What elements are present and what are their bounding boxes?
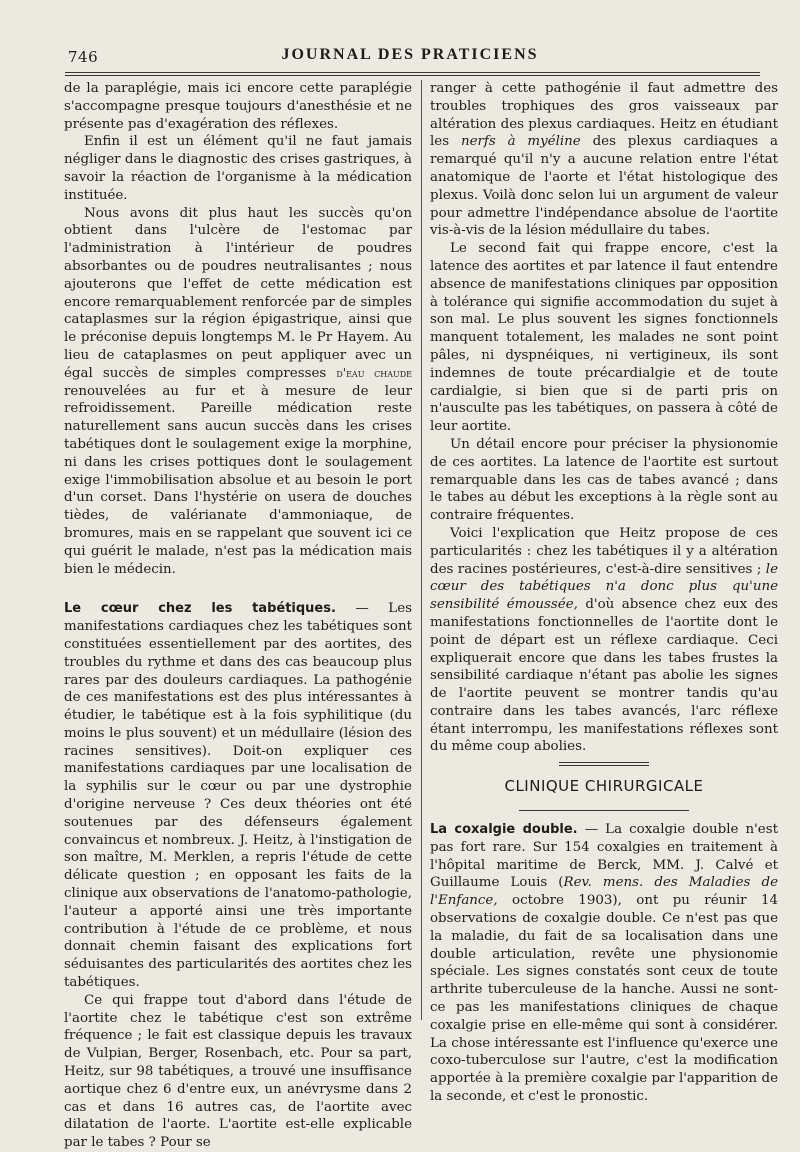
left-paragraph-3	[64, 205, 412, 579]
right-paragraph-5	[430, 821, 778, 1106]
right-paragraph-2: Le second fait qui frappe encore, c'est la latence des aortites et par latence il faut entendre absence de manifestations cliniques par opposition à tolérance qui signifie accommodation du sujet à son mal. Le plus souvent les signes fonctionnels manquent totalement, les malades ne sont point pâles, ni dyspnéiques, ni vertigineux, ils sont indemnes de toute précardialgie et de toute cardialgie, si bien que si de parti pris on n'ausculte pas les tabétiques, on passera à côté de leur aortite.	[430, 241, 778, 435]
section-heading-coxalgie-double: La coxalgie double.	[430, 822, 578, 838]
right-paragraph-3: Un détail encore pour préciser la physionomie de ces aortites. La latence de l'aortite est surtout remarquable dans les cas de tabes avancé ; dans le tabes au début les exceptions à la règle sont au contraire fréquentes.	[430, 436, 778, 524]
left-paragraph-4	[64, 600, 412, 992]
left-paragraph-3-part-a: Nous avons dit plus haut les succès qu'on obtient dans l'ulcère de l'estomac par l'administration à l'intérieur de poudres absorbantes ou de poudres neutralisantes ; nous ajouterons que l'effet de cette médication est encore remarquablement renforcée par de simples cataplasmes sur la région épigastrique, ainsi que le préconise depuis longtemps M. le Pr Hayem. Au lieu de cataplasmes on peut appliquer avec un égal succès de simples compresses	[64, 205, 412, 381]
right-paragraph-5-part-b: octobre 1903), ont pu réunir 14 observations de coxalgie double. Ce n'est pas que la maladie, du fait de sa localisation dans une double articulation, revête une physionomie spéciale. Les signes constatés sont ceux de toute arthrite tuberculeuse de la hanche. Aussi ne sont-ce pas les manifestations cliniques de chaque coxalgie prise en elle-même qui sont à considérer. La chose intéressante est l'influence qu'exerce une coxo-tuberculose sur l'autre, c'est la modification apportée à la première coxalgie par l'apparition de la seconde, et c'est le pronostic.	[430, 893, 778, 1105]
right-column	[430, 80, 778, 1106]
nerfs-a-myeline-italic: nerfs à myéline	[460, 134, 581, 150]
header-rule	[65, 72, 760, 76]
revue-citation-italic: Rev. mens. des Maladies de l'Enfance,	[430, 875, 778, 909]
column-divider	[421, 80, 422, 1020]
right-paragraph-4	[430, 525, 778, 756]
section-gap	[430, 811, 778, 821]
right-paragraph-4-part-a: Voici l'explication que Heitz propose de ces particularités : chez les tabétiques il y a altération des racines postérieures, c'est-à-dire sensitives ;	[430, 525, 778, 577]
page-number: 746	[68, 48, 99, 66]
running-title: JOURNAL DES PRATICIENS	[281, 46, 539, 63]
page-header	[60, 40, 760, 68]
left-paragraph-3-part-b: renouvelées au fur et à mesure de leur refroidissement. Pareille médication reste naturellement sans aucun succès dans les crises tabétiques dont le soulagement exige la morphine, ni dans les crises pottiques dont le soulagement exige l'immobilisation absolue et au besoin le port d'un corset. Dans l'hystérie on usera de douches tièdes, de valérianate d'ammoniaque, de bromures, mais en se rappelant que souvent ici ce qui guérit le malade, n'est pas la médication mais bien le médecin.	[64, 383, 412, 577]
section-separator-rule	[559, 762, 649, 766]
right-paragraph-5-part-a: — La coxalgie double n'est pas fort rare. Sur 154 coxalgies en traitement à l'hôpital maritime de Berck, MM. J. Calvé et Guillaume Louis (	[430, 822, 778, 891]
left-paragraph-1: de la paraplégie, mais ici encore cette paraplégie s'accompagne presque toujours d'anesthésie et ne présente pas d'exagération des réflexes.	[64, 81, 412, 132]
left-paragraph-4-body: — Les manifestations cardiaques chez les tabétiques sont constituées essentiellement par des aortites, des troubles du rythme et dans des cas beaucoup plus rares par des douleurs cardiaques. La pathogénie de ces manifestations est des plus intéressantes à étudier, le tabétique est à la fois syphilitique (du moins le plus souvent) et un médullaire (lésion des racines sensitives). Doit-on expliquer ces manifestations cardiaques par une localisation de la syphilis sur le cœur ou par une dystrophie d'origine nerveuse ? Ces deux théories ont été soutenues par des défenseurs également convaincus et nombreux. J. Heitz, à l'instigation de son maître, M. Merklen, a repris l'étude de cette délicate question ; en opposant les faits de la clinique aux observations de l'anatomo-pathologie, l'auteur a apporté ainsi une très importante contribution à l'étude de ce problème, et nous donnait chemin faisant des explications fort séduisantes des particularités des aortites chez les tabétiques.	[64, 601, 412, 991]
eau-chaude-smallcaps: d'eau chaude	[336, 365, 412, 380]
left-column	[64, 80, 412, 1152]
right-paragraph-1	[430, 80, 778, 240]
left-paragraph-2: Enfin il est un élément qu'il ne faut jamais négliger dans le diagnostic des crises gastriques, à savoir la réaction de l'organisme à la médication instituée.	[64, 134, 412, 203]
clinique-chirurgicale-title: CLINIQUE CHIRURGICALE	[504, 777, 704, 796]
section-heading-coeur-tabetiques: Le cœur chez les tabétiques.	[64, 601, 336, 617]
right-paragraph-1-part-b: des plexus cardiaques a remarqué qu'il n'y a aucune relation entre l'état anatomique de l'aorte et l'état histologique des plexus. Voilà donc selon lui un argument de valeur pour admettre l'indépendance absolue de l'aortite vis-à-vis de la lésion médullaire du tabes.	[430, 134, 779, 239]
right-paragraph-1-part-a: ranger à cette pathogénie il faut admettre des troubles trophiques des gros vaisseaux par altération des plexus cardiaques. Heitz en étudiant les	[430, 81, 778, 150]
coeur-tabetiques-italic: le cœur des tabétiques n'a donc plus qu'une sensibilité émoussée,	[430, 561, 779, 613]
section-gap	[64, 578, 412, 600]
right-paragraph-4-part-b: d'où absence chez eux des manifestations fonctionnelles de l'aortite dont le point de départ est un réflexe cardiaque. Ceci expliquerait encore que dans les tabes frustes la sensibilité cardiaque n'étant pas abolie les signes de l'aortite peuvent se montrer tandis qu'au contraire dans les tabes avancés, l'arc réflexe étant interrompu, les manifestations réflexes sont du même coup abolies.	[430, 597, 778, 755]
left-paragraph-5: Ce qui frappe tout d'abord dans l'étude de l'aortite chez le tabétique c'est son extrême fréquence ; le fait est classique depuis les travaux de Vulpian, Berger, Rosenbach, etc. Pour sa part, Heitz, sur 98 tabétiques, a trouvé une insuffisance aortique chez 6 d'entre eux, un anévrysme dans 2 cas et dans 16 autres cas, de l'aortite avec dilatation de l'aorte. L'aortite est-elle explicable par le tabes ? Pour se	[64, 992, 412, 1151]
